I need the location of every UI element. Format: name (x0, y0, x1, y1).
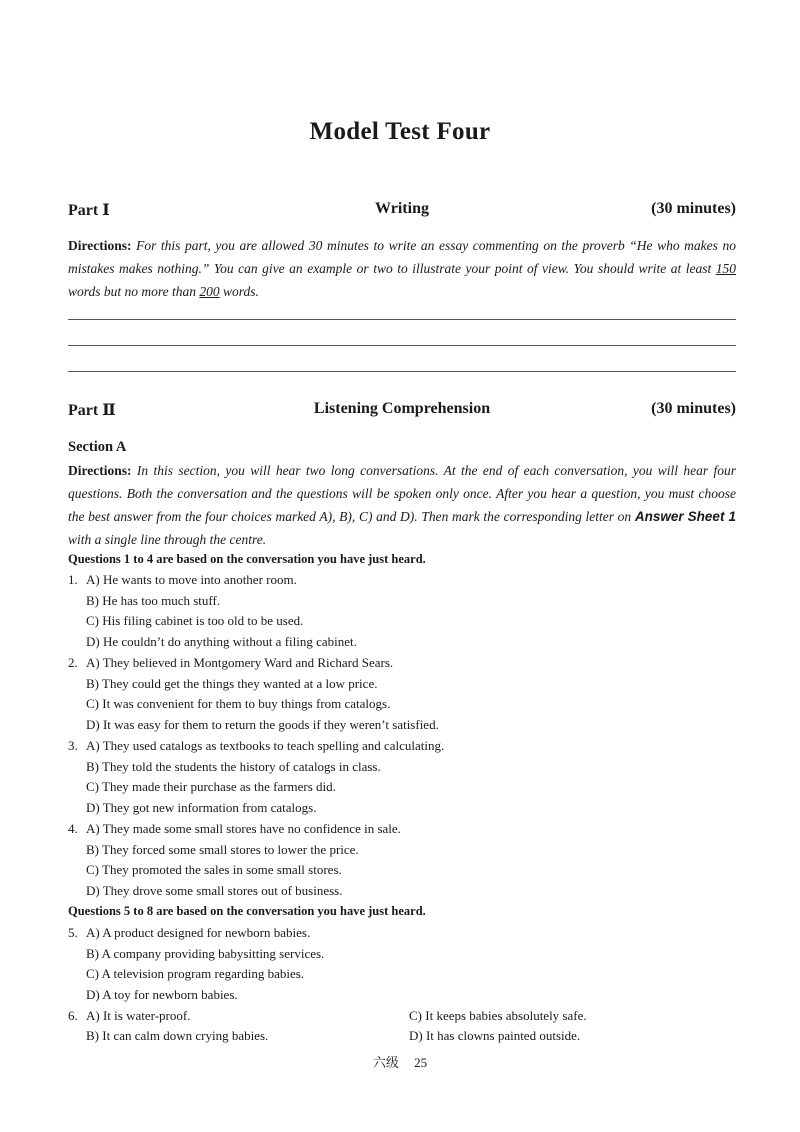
option: C) They made their purchase as the farmers did. (86, 779, 336, 794)
option: C) His filing cabinet is too old to be used. (86, 613, 304, 628)
option: C) It was convenient for them to buy things from catalogs. (86, 696, 391, 711)
min-words: 150 (715, 261, 736, 276)
option: B) A company providing babysitting services. (86, 946, 325, 961)
section-title: Section A (68, 439, 127, 455)
directions-label: Directions: (68, 463, 132, 478)
page-title: Model Test Four (309, 118, 491, 145)
option: C) A television program regarding babies. (86, 966, 305, 981)
question-number: 3. (68, 738, 78, 753)
option: D) He couldn’t do anything without a filing cabinet. (86, 634, 357, 649)
option: A) They used catalogs as textbooks to teach spelling and calculating. (86, 738, 445, 753)
option: D) A toy for newborn babies. (86, 987, 238, 1002)
part1-label: Part Ⅰ (68, 202, 110, 219)
directions-text-end: words. (219, 284, 259, 299)
part1-title: Writing (375, 200, 429, 217)
writing-line (68, 371, 736, 372)
directions-text: In this section, you will hear two long conversations. At the end of each conversation, you will hear four questions. Both the conversation and the questions will be spoken only once. After you hear a question, you must choose the best answer from the four choices marked A), B), C) and D). Then mark the corresponding letter on (68, 463, 737, 524)
part1-time: (30 minutes) (651, 200, 736, 217)
part2-time: (30 minutes) (651, 400, 736, 417)
option: B) They could get the things they wanted at a low price. (86, 676, 378, 691)
directions-text: For this part, you are allowed 30 minutes to write an essay commenting on the proverb “He who makes no mistakes makes nothing.” You can give an example or two to illustrate your point of view. You should write at least (68, 238, 736, 276)
option: B) They told the students the history of catalogs in class. (86, 759, 381, 774)
part2-header (68, 400, 736, 424)
writing-line (68, 319, 736, 320)
answer-sheet-ref: Answer Sheet 1 (634, 509, 736, 524)
question-group-header: Questions 5 to 8 are based on the conversation you have just heard. (68, 904, 426, 918)
question-number: 4. (68, 821, 78, 836)
directions-text-end: with a single line through the centre. (68, 532, 267, 547)
option: A) A product designed for newborn babies. (86, 925, 311, 940)
writing-line (68, 345, 736, 346)
option: A) They made some small stores have no confidence in sale. (86, 821, 401, 836)
option: D) They got new information from catalogs. (86, 800, 317, 815)
question-group-header: Questions 1 to 4 are based on the conversation you have just heard. (68, 552, 426, 566)
part1-directions (68, 234, 736, 303)
page-footer (0, 1052, 800, 1071)
directions-label: Directions: (68, 238, 132, 253)
footer-label: 六级 (372, 1055, 399, 1070)
option: D) They drove some small stores out of business. (86, 883, 343, 898)
part1-header (68, 200, 736, 224)
page-number: 25 (414, 1055, 428, 1070)
part2-label: Part Ⅱ (68, 402, 116, 419)
option: C) It keeps babies absolutely safe. (409, 1008, 587, 1023)
question-number: 2. (68, 655, 78, 670)
option: A) They believed in Montgomery Ward and Richard Sears. (86, 655, 394, 670)
option: B) He has too much stuff. (86, 593, 221, 608)
option: B) They forced some small stores to lower the price. (86, 842, 359, 857)
directions-text-mid: words but no more than (68, 284, 200, 299)
option: C) They promoted the sales in some small stores. (86, 862, 342, 877)
question-number: 6. (68, 1008, 78, 1023)
option: A) He wants to move into another room. (86, 572, 297, 587)
part2-title: Listening Comprehension (313, 400, 491, 417)
part2-directions (68, 459, 736, 551)
question-number: 1. (68, 572, 78, 587)
option: D) It has clowns painted outside. (409, 1028, 581, 1043)
option: D) It was easy for them to return the goods if they weren’t satisfied. (86, 717, 439, 732)
max-words: 200 (199, 284, 220, 299)
question-number: 5. (68, 925, 78, 940)
option: B) It can calm down crying babies. (86, 1028, 269, 1043)
option: A) It is water-proof. (86, 1008, 191, 1023)
